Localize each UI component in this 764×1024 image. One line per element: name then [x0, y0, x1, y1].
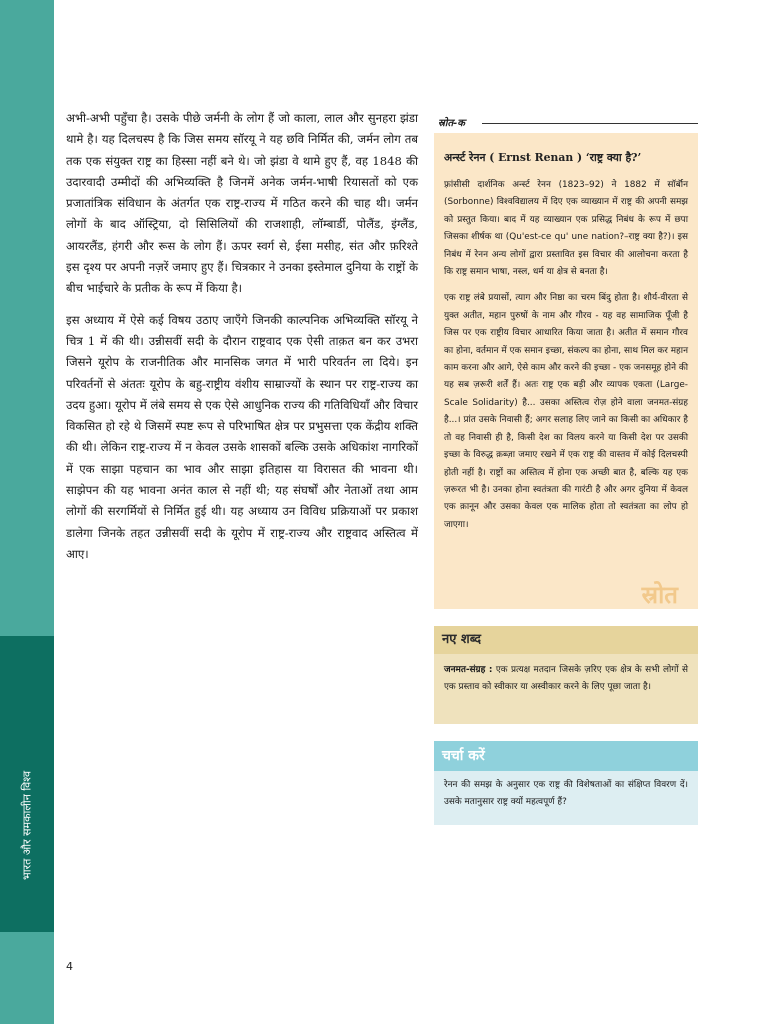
page-number: 4 [66, 960, 73, 973]
source-intro: फ़्रांसीसी दार्शनिक अर्न्स्ट रेनन (1823–92) ने 1882 में सॉर्बॉन (Sorbonne) विश्वविद्यालय में दिए एक व्याख्यान में राष्ट्र की अपनी समझ को प्रस्तुत किया। बाद में यह व्याख्यान एक प्रसिद्ध निबंध के रूप में छपा जिसका शीर्षक था (Qu'est-ce qu' une nation?–राष्ट्र क्या है?)। इस निबंध में रेनन अन्य लोगों द्वारा प्रस्तावित इस विचार की आलोचना करता है कि राष्ट्र समान भाषा, नस्ल, धर्म या क्षेत्र से बनता है। [444, 180, 688, 278]
new-words-definition: एक प्रत्यक्ष मतदान जिसके ज़रिए एक क्षेत्र के सभी लोगों से एक प्रस्ताव को स्वीकार या अस्वीकार करने के लिए पूछा जाता है। [444, 665, 688, 692]
new-words-heading: नए शब्द [434, 626, 698, 654]
source-quote: एक राष्ट्र लंबे प्रयासों, त्याग और निष्ठा का चरम बिंदु होता है। शौर्य-वीरता से युक्त अतीत, महान पुरुषों के नाम और गौरव - यह वह सामाजिक पूँजी है जिस पर एक राष्ट्रीय विचार आधारित किया जाता है। अतीत में समान गौरव का होना, वर्तमान में एक समान इच्छा, संकल्प का होना, साथ मिल कर महान काम करना और आगे, ऐसे काम और करने की इच्छा - एक जनसमूह होने की यह सब ज़रूरी शर्तें हैं। अतः राष्ट्र एक बड़ी और व्यापक एकता (Large-Scale Solidarity) है... उसका अस्तित्व रोज़ होने वाला जनमत-संग्रह है...। प्रांत उसके निवासी हैं; अगर सलाह लिए जाने का किसी का अधिकार है तो वह निवासी ही है, किसी देश का विलय करने या किसी देश पर उसकी इच्छा के विरुद्ध क़ब्ज़ा जमाए रखने में एक राष्ट्र की वास्तव में कोई दिलचस्पी होती नहीं है। राष्ट्रों का अस्तित्व में होना एक अच्छी बात है, बल्कि यह एक ज़रूरत भी है। उनका होना स्वतंत्रता की गारंटी है और अगर दुनिया में केवल एक क़ानून और उसका केवल एक मालिक होता तो स्वतंत्रता का लोप हो जाएगा। [444, 293, 688, 530]
book-title-vertical: भारत और समकालीन विश्व [20, 770, 34, 880]
source-watermark: स्रोत [641, 579, 678, 609]
side-strip [0, 0, 54, 1024]
source-heading: स्रोत-क [438, 115, 698, 129]
new-words-body [434, 654, 698, 704]
discuss-heading: चर्चा करें [434, 741, 698, 771]
new-words-box [434, 626, 698, 724]
discuss-box [434, 741, 698, 825]
main-paragraph-1: अभी-अभी पहुँचा है। उसके पीछे जर्मनी के लोग हैं जो काला, लाल और सुनहरा झंडा थामे है। यह दिलचस्प है कि जिस समय सॉरयू ने यह छवि निर्मित की, जर्मन लोग तब तक एक संयुक्त राष्ट्र का हिस्सा नहीं बने थे। जो झंडा वे थामे हुए हैं, वह 1848 की उदारवादी उम्मीदों की अभिव्यक्ति है जिनमें अनेक जर्मन-भाषी रियासतों को एक प्रजातांत्रिक संविधान के अंतर्गत एक राष्ट्र-राज्य में गठित करने की चाह थी। जर्मन लोगों के बाद ऑस्ट्रिया, दो सिसिलियों की राजशाही, लॉम्बार्डी, पोलैंड, इंग्लैंड, आयरलैंड, हंगरी और रूस के लोग हैं। ऊपर स्वर्ग से, ईसा मसीह, संत और फ़रिश्ते इस दृश्य पर अपनी नज़रें जमाए हुए हैं। चित्रकार ने उनका इस्तेमाल दुनिया के राष्ट्रों के बीच भाईचारे के प्रतीक के रूप में किया है। [66, 111, 418, 296]
source-box [434, 133, 698, 609]
new-words-term: जनमत-संग्रह : [444, 665, 493, 675]
source-title: अर्न्स्ट रेनन ( Ernst Renan ) ‘राष्ट्र क्या है?’ [444, 151, 642, 164]
discuss-question: रेनन की समझ के अनुसार एक राष्ट्र की विशेषताओं का संक्षिप्त विवरण दें। उसके मतानुसार राष्ट्र क्यों महत्वपूर्ण हैं? [444, 780, 688, 807]
main-paragraph-2: इस अध्याय में ऐसे कई विषय उठाए जाएँगे जिनकी काल्पनिक अभिव्यक्ति सॉरयू ने चित्र 1 में की थी। उन्नीसवीं सदी के दौरान राष्ट्रवाद एक ऐसी ताक़त बन कर उभरा जिसने यूरोप के राजनीतिक और मानसिक जगत में भारी परिवर्तन ला दिये। इन परिवर्तनों से अंततः यूरोप के बहु-राष्ट्रीय वंशीय साम्राज्यों के स्थान पर राष्ट्र-राज्य का उदय हुआ। यूरोप में लंबे समय से एक ऐसे आधुनिक राज्य की गतिविधियाँ और विचार विकसित हो रहे थे जिसमें स्पष्ट रूप से परिभाषित क्षेत्र पर प्रभुसत्ता एक केंद्रीय शक्ति की थी। लेकिन राष्ट्र-राज्य में न केवल उसके शासकों बल्कि उसके अधिकांश नागरिकों में एक साझा पहचान का भाव और साझा इतिहास या विरासत की भावना थी। साझेपन की यह भावना अनंत काल से नहीं थी; यह संघर्षों और नेताओं तथा आम लोगों की सरगर्मियों से निर्मित हुई थी। यह अध्याय उन विविध प्रक्रियाओं पर प्रकाश डालेगा जिनके तहत उन्नीसवीं सदी के यूरोप में राष्ट्र-राज्य और राष्ट्रवाद अस्तित्व में आए। [66, 312, 418, 561]
main-text-column [66, 108, 418, 575]
